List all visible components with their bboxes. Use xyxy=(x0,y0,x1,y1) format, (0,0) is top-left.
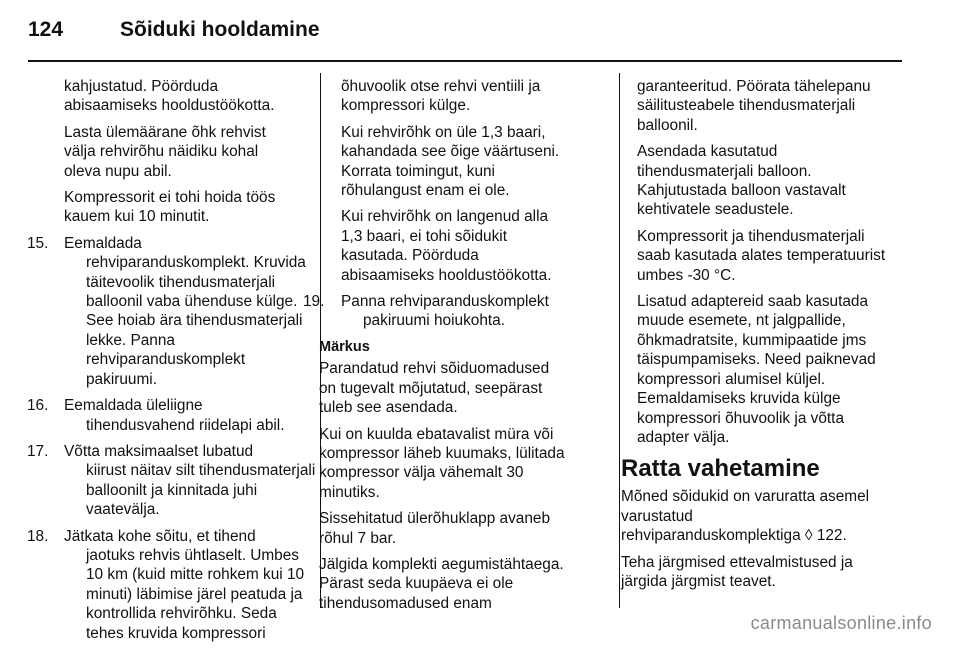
paragraph xyxy=(319,555,611,613)
text-line: Mõned sõidukid on varuratta asemel xyxy=(621,488,870,506)
watermark: carmanualsonline.info xyxy=(750,613,932,633)
text-line: abisaamiseks hooldustöökotta. xyxy=(341,266,552,284)
text-line: rõhul 7 bar. xyxy=(319,529,397,547)
paragraph xyxy=(637,142,917,220)
text-line: rehviparanduskomplekt. Kruvida xyxy=(86,254,306,272)
list-item xyxy=(27,527,314,643)
text-line: Teha järgmised ettevalmistused ja xyxy=(621,553,853,571)
text-line: balloonilt ja kinnitada juhi xyxy=(86,481,258,499)
text-line: minuti) läbimise järel peatuda ja xyxy=(86,585,303,603)
text-line: rehviparanduskomplektiga ◊ 122. xyxy=(621,527,847,545)
header-rule xyxy=(28,60,902,62)
list-item xyxy=(27,396,314,435)
text-line: täitevoolik tihendusmaterjali xyxy=(86,273,276,291)
text-line: täispumpamiseks. Need paiknevad xyxy=(637,351,876,369)
text-line: balloonil. xyxy=(637,116,698,134)
text-line: kompressor läheb kuumaks, lülitada xyxy=(319,444,565,462)
column-1 xyxy=(27,77,316,650)
text-line: on tugevalt mõjutatud, seepärast xyxy=(319,379,543,397)
page-number: 124 xyxy=(28,18,64,41)
paragraph xyxy=(341,123,611,201)
text-line: Kui on kuulda ebatavalist müra või xyxy=(319,425,554,443)
text-line: Kahjutustada balloon vastavalt xyxy=(637,182,846,200)
text-line: Korrata toimingut, kuni xyxy=(341,162,495,180)
text-line: garanteeritud. Pöörata tähelepanu xyxy=(637,78,871,95)
paragraph xyxy=(341,207,611,285)
text-line: Eemaldada xyxy=(64,234,142,252)
text-line: Eemaldamiseks kruvida külge xyxy=(637,390,841,408)
text-line: vaatevälja. xyxy=(86,501,160,519)
list-item xyxy=(303,292,611,331)
text-line: Sissehitatud ülerõhuklapp avaneb xyxy=(319,510,551,528)
text-line: pakiruumi hoiukohta. xyxy=(363,312,506,330)
text-line: lekke. Panna xyxy=(86,331,175,349)
text-line: välja rehvirõhu näidiku kohal xyxy=(64,143,259,161)
list-item-text xyxy=(64,442,314,520)
text-line: saab kasutada alates temperatuurist xyxy=(637,247,886,265)
list-item-text xyxy=(64,396,314,435)
text-line: kahjustatud. Pöörduda xyxy=(64,78,219,95)
paragraph xyxy=(64,188,314,227)
text-line: tihendusvahend riidelapi abil. xyxy=(86,416,285,434)
text-line: varustatud xyxy=(621,507,693,525)
paragraph xyxy=(341,77,611,116)
text-line: abisaamiseks hooldustöökotta. xyxy=(64,97,275,115)
list-number: 15. xyxy=(27,234,49,252)
text-line: oleva nupu abil. xyxy=(64,162,172,180)
text-line: tehes kruvida kompressori xyxy=(86,624,266,642)
text-line: kauem kui 10 minutit. xyxy=(64,208,210,226)
text-line: kompressor välja vähemalt 30 xyxy=(319,464,524,482)
text-line: jaotuks rehvis ühtlaselt. Umbes xyxy=(86,546,299,564)
paragraph xyxy=(621,487,917,545)
text-line: Lisatud adaptereid saab kasutada xyxy=(637,293,869,311)
text-line: 1,3 baari, ei tohi sõidukit xyxy=(341,227,507,245)
section-heading: Ratta vahetamine xyxy=(621,455,820,483)
column-divider-2 xyxy=(619,73,620,608)
list-item-text xyxy=(64,234,314,389)
list-item xyxy=(27,442,316,520)
text-line: Kompressorit ja tihendusmaterjali xyxy=(637,227,865,245)
text-line: Asendada kasutatud xyxy=(637,143,778,161)
list-number: 16. xyxy=(27,397,49,415)
text-line: muude esemete, nt jalgpallide, xyxy=(637,312,846,330)
note-heading: Märkus xyxy=(319,338,370,355)
text-line: kompressori õhuvoolik ja võtta xyxy=(637,409,845,427)
text-line: Jätkata kohe sõitu, et tihend xyxy=(64,527,256,545)
text-line: tihendusomadused enam xyxy=(319,594,492,612)
text-line: Kui rehvirõhk on langenud alla xyxy=(341,208,549,226)
paragraph xyxy=(319,359,611,417)
text-line: kompressori alumisel küljel. xyxy=(637,370,826,388)
column-3 xyxy=(621,77,917,598)
text-line: kehtivatele seadustele. xyxy=(637,201,794,219)
text-line: õhuvoolik otse rehvi ventiili ja xyxy=(341,78,541,95)
text-line: Kui rehvirõhk on üle 1,3 baari, xyxy=(341,123,546,141)
list-item-text xyxy=(64,527,314,643)
list-item-text xyxy=(341,292,611,331)
text-line: pakiruumi. xyxy=(86,370,157,388)
text-line: Kompressorit ei tohi hoida töös xyxy=(64,189,276,207)
text-line: Jälgida komplekti aegumistähtaega. xyxy=(319,555,564,573)
page-title: Sõiduki hooldamine xyxy=(120,18,320,41)
text-line: tuleb see asendada. xyxy=(319,399,458,417)
text-line: säilitusteabele tihendusmaterjali xyxy=(637,97,856,115)
text-line: kasutada. Pöörduda xyxy=(341,247,479,265)
paragraph xyxy=(319,509,611,548)
text-line: järgida järgmist teavet. xyxy=(621,572,776,590)
text-line: 10 km (kuid mitte rohkem kui 10 xyxy=(86,566,305,584)
list-number: 19. xyxy=(303,293,325,311)
list-item xyxy=(27,234,314,389)
paragraph xyxy=(637,292,917,447)
paragraph xyxy=(64,123,314,181)
column-2 xyxy=(303,77,611,620)
text-line: balloonil vaba ühenduse külge. xyxy=(86,293,298,311)
text-line: umbes -30 °C. xyxy=(637,266,736,284)
text-line: kompressori külge. xyxy=(341,97,471,115)
paragraph xyxy=(319,425,611,503)
text-line: Eemaldada üleliigne xyxy=(64,397,203,415)
text-line: õhkmadratsite, kummipaatide jms xyxy=(637,331,867,349)
text-line: tihendusmaterjali balloon. xyxy=(637,162,812,180)
text-line: Panna rehviparanduskomplekt xyxy=(341,293,549,311)
text-line: kontrollida rehvirõhku. Seda xyxy=(86,605,277,623)
paragraph xyxy=(621,553,917,592)
text-line: adapter välja. xyxy=(637,428,730,446)
list-number: 18. xyxy=(27,527,49,545)
text-line: kahandada see õige väärtuseni. xyxy=(341,143,560,161)
text-line: See hoiab ära tihendusmaterjali xyxy=(86,312,303,330)
list-number: 17. xyxy=(27,442,49,460)
text-line: Pärast seda kuupäeva ei ole xyxy=(319,575,514,593)
text-line: rõhulangust enam ei ole. xyxy=(341,182,510,200)
text-line: Lasta ülemäärane õhk rehvist xyxy=(64,123,266,141)
paragraph xyxy=(637,227,917,285)
paragraph xyxy=(64,77,314,116)
text-line: Võtta maksimaalset lubatud xyxy=(64,442,254,460)
text-line: kiirust näitav silt tihendusmaterjali xyxy=(86,462,316,480)
paragraph xyxy=(637,77,917,135)
text-line: minutiks. xyxy=(319,483,380,501)
text-line: Parandatud rehvi sõiduomadused xyxy=(319,360,550,378)
text-line: rehviparanduskomplekt xyxy=(86,351,246,369)
